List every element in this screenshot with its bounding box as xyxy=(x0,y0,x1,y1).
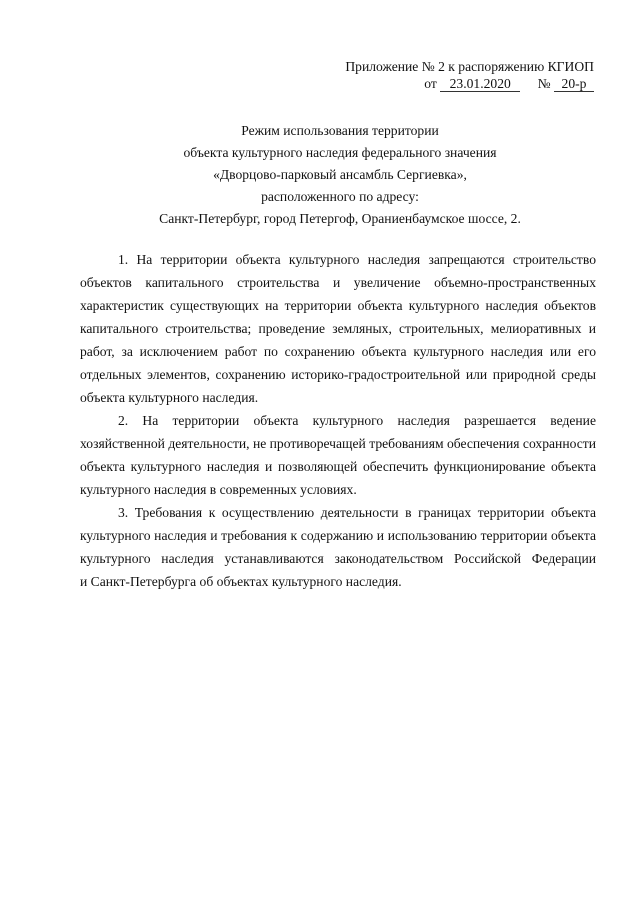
number-label: № xyxy=(537,76,551,91)
title-line: расположенного по адресу: xyxy=(261,189,419,204)
paragraph-1-line: отдельных элементов, сохранению историко-градостроительной или природной среды xyxy=(80,367,596,382)
document-title xyxy=(80,120,600,230)
paragraph-2-line: хозяйственной деятельности, не противоречащей требованиям обеспечения сохранности xyxy=(80,436,596,451)
paragraph-1-line: объекта культурного наследия. xyxy=(80,390,259,405)
paragraph-1-line: 1. На территории объекта культурного наследия запрещаются строительство xyxy=(118,252,596,267)
paragraph-2-line: культурного наследия в современных условиях. xyxy=(80,482,357,497)
paragraph-1-line: работ, за исключением работ по сохранению объекта культурного наследия или его xyxy=(80,344,596,359)
paragraph-2-line: объекта культурного наследия и позволяющей обеспечить функционирование объекта xyxy=(80,459,596,474)
paragraph-2-line: 2. На территории объекта культурного наследия разрешается ведение xyxy=(118,413,596,428)
paragraph-3-line: культурного наследия и требования к содержанию и использованию территории объекта xyxy=(80,528,596,543)
title-line: «Дворцово-парковый ансамбль Сергиевка», xyxy=(213,167,467,182)
date-number-line xyxy=(345,75,594,92)
paragraph-3-line: и Санкт-Петербурга об объектах культурного наследия. xyxy=(80,574,402,589)
paragraph-1-line: характеристик существующих на территории объекта культурного наследия объектов xyxy=(80,298,596,313)
order-date: 23.01.2020 xyxy=(440,77,520,92)
from-label: от xyxy=(424,76,437,91)
paragraph-1-line: объектов капитального строительства и увеличение объемно-пространственных xyxy=(80,275,596,290)
title-line: объекта культурного наследия федерального значения xyxy=(183,145,497,160)
paragraph-3-line: 3. Требования к осуществлению деятельности в границах территории объекта xyxy=(118,505,596,520)
paragraph-3-line: культурного наследия устанавливаются законодательством Российской Федерации xyxy=(80,551,596,566)
title-line: Режим использования территории xyxy=(241,123,439,138)
paragraph-1-line: капитального строительства; проведение земляных, строительных, мелиоративных и xyxy=(80,321,596,336)
appendix-reference: Приложение № 2 к распоряжению КГИОП xyxy=(345,59,594,74)
document-header xyxy=(345,58,594,92)
order-number: 20-р xyxy=(554,77,594,92)
title-line: Санкт-Петербург, город Петергоф, Ораниенбаумское шоссе, 2. xyxy=(159,211,521,226)
